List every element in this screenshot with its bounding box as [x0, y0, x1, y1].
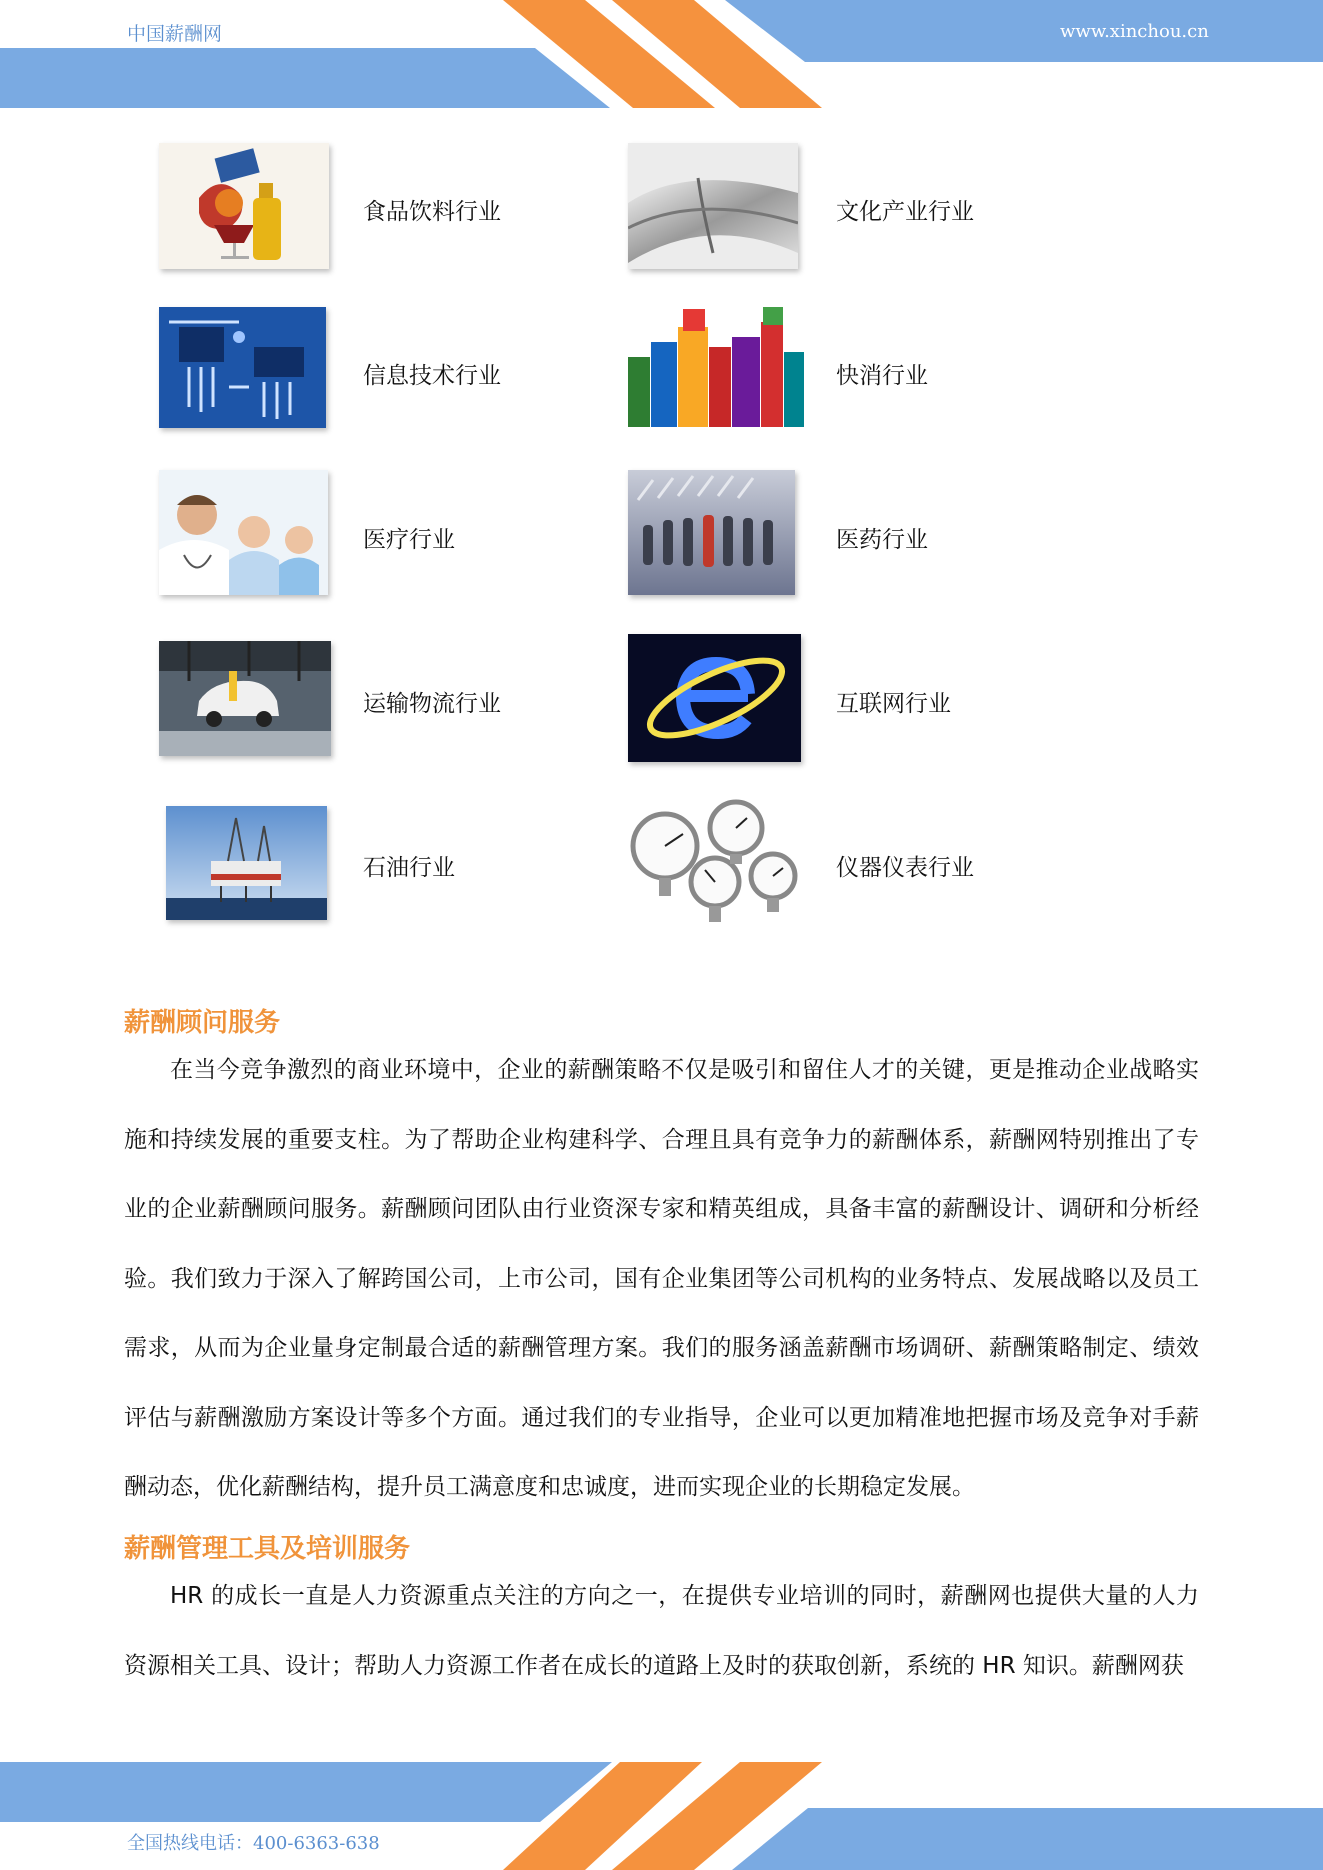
industry-label-internet: 互联网行业 [836, 691, 951, 717]
pharmaceutical-vials-photo [628, 470, 795, 595]
site-name: 中国薪酬网 [127, 23, 223, 45]
culture-industry-photo [628, 143, 798, 269]
industry-label-it: 信息技术行业 [363, 363, 501, 389]
section-body-salary-consulting [124, 1036, 1199, 1523]
medical-staff-photo [159, 470, 328, 595]
assembly-line-photo [159, 641, 331, 756]
circuit-board-photo [159, 307, 326, 428]
section-title-tools-training: 薪酬管理工具及培训服务 [124, 1534, 411, 1564]
industry-label-pharma: 医药行业 [836, 527, 928, 553]
header-blue-band-left [0, 48, 610, 108]
consumer-goods-photo [623, 307, 806, 435]
industry-label-fmcg: 快消行业 [836, 363, 928, 389]
oil-platform-photo [166, 806, 327, 920]
industry-label-oil: 石油行业 [363, 855, 455, 881]
pressure-gauges-photo [625, 798, 803, 926]
footer-hotline: 全国热线电话：400-6363-638 [127, 1833, 380, 1854]
paragraph: HR 的成长一直是人力资源重点关注的方向之一，在提供专业培训的同时，薪酬网也提供大量的人力资源相关工具、设计；帮助人力资源工作者在成长的道路上及时的获取创新，系统的 HR 知识。薪酬网获 [124, 1583, 1199, 1679]
footer-blue-band-left [0, 1762, 612, 1822]
paragraph: 在当今竞争激烈的商业环境中，企业的薪酬策略不仅是吸引和留住人才的关键，更是推动企业战略实施和持续发展的重要支柱。为了帮助企业构建科学、合理且具有竞争力的薪酬体系，薪酬网特别推出了专业的企业薪酬顾问服务。薪酬顾问团队由行业资深专家和精英组成，具备丰富的薪酬设计、调研和分析经验。我们致力于深入了解跨国公司，上市公司，国有企业集团等公司机构的业务特点、发展战略以及员工需求，从而为企业量身定制最合适的薪酬管理方案。我们的服务涵盖薪酬市场调研、薪酬策略制定、绩效评估与薪酬激励方案设计等多个方面。通过我们的专业指导，企业可以更加精准地把握市场及竞争对手薪酬动态，优化薪酬结构，提升员工满意度和忠诚度，进而实现企业的长期稳定发展。 [124, 1057, 1199, 1500]
site-url[interactable]: www.xinchou.cn [1060, 21, 1209, 42]
section-title-salary-consulting: 薪酬顾问服务 [124, 1008, 281, 1038]
section-body-tools-training [124, 1562, 1199, 1701]
industry-label-logistics: 运输物流行业 [363, 691, 501, 717]
footer-blue-band-right [732, 1808, 1323, 1870]
industry-label-food-beverage: 食品饮料行业 [363, 199, 501, 225]
header-blue-band-right [725, 0, 1323, 62]
food-beverage-photo [159, 143, 329, 269]
industry-label-medical: 医疗行业 [363, 527, 455, 553]
header-banner [0, 0, 1323, 110]
industry-label-instruments: 仪器仪表行业 [836, 855, 974, 881]
internet-logo-photo [628, 634, 801, 762]
industry-label-culture: 文化产业行业 [836, 199, 974, 225]
